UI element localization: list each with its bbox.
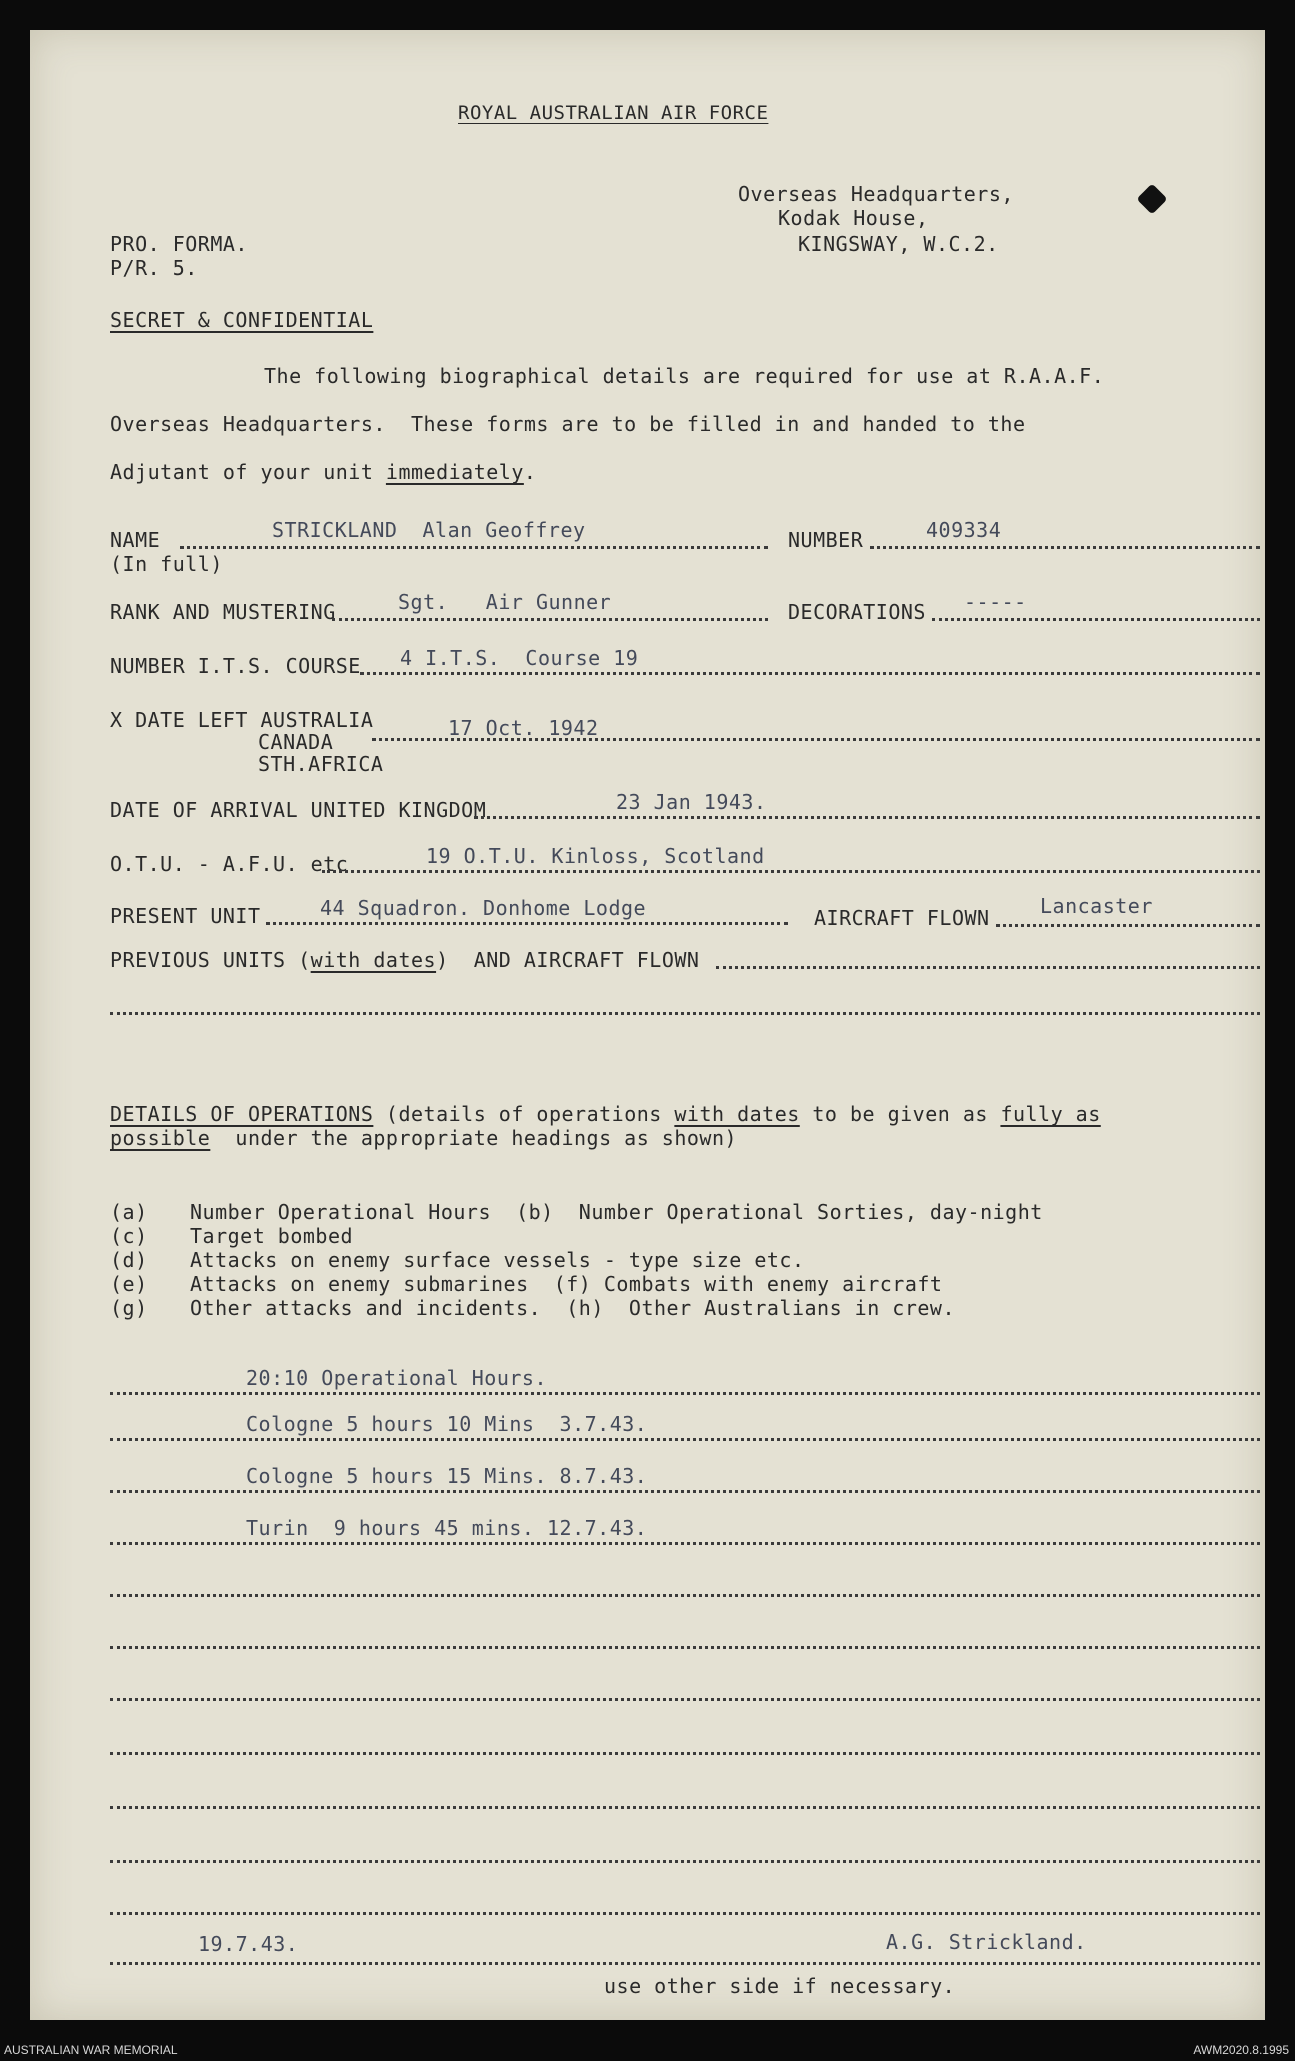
archive-credit: AUSTRALIAN WAR MEMORIAL bbox=[4, 2043, 178, 2057]
operations-dotted-line-12 bbox=[110, 1962, 1260, 1965]
arrival-value: 23 Jan 1943. bbox=[616, 790, 767, 814]
arrival-dotted-line bbox=[474, 816, 1260, 819]
aircraft-label: AIRCRAFT FLOWN bbox=[814, 906, 990, 930]
operation-entry-3: Cologne 5 hours 15 Mins. 8.7.43. bbox=[246, 1464, 648, 1488]
intro-line-2: Overseas Headquarters. These forms are to be filled in and handed to the bbox=[110, 412, 1026, 436]
address-line-2: Kodak House, bbox=[778, 206, 929, 230]
operations-dotted-line-9 bbox=[110, 1806, 1260, 1809]
pro-forma-label: PRO. FORMA. bbox=[110, 232, 248, 256]
aircraft-dotted-line bbox=[996, 924, 1260, 927]
classification-label: SECRET & CONFIDENTIAL bbox=[110, 308, 374, 332]
date-left-value: 17 Oct. 1942 bbox=[448, 716, 599, 740]
otu-value: 19 O.T.U. Kinloss, Scotland bbox=[426, 844, 765, 868]
present-unit-label: PRESENT UNIT bbox=[110, 904, 261, 928]
decorations-label: DECORATIONS bbox=[788, 600, 926, 624]
name-dotted-line bbox=[180, 546, 768, 549]
list-key-a: (a) bbox=[110, 1200, 148, 1224]
its-course-value: 4 I.T.S. Course 19 bbox=[400, 646, 639, 670]
its-dotted-line bbox=[360, 672, 1260, 675]
footnote: use other side if necessary. bbox=[604, 1974, 956, 1998]
operations-heading: DETAILS OF OPERATIONS (details of operations with dates to be given as fully as bbox=[110, 1102, 1101, 1126]
list-text-e: Attacks on enemy submarines (f) Combats with enemy aircraft bbox=[190, 1272, 943, 1296]
rank-label: RANK AND MUSTERING bbox=[110, 600, 336, 624]
pr-number: P/R. 5. bbox=[110, 256, 198, 280]
operations-dotted-line-8 bbox=[110, 1752, 1260, 1755]
list-text-g: Other attacks and incidents. (h) Other Australians in crew. bbox=[190, 1296, 956, 1320]
intro-line-1: The following biographical details are required for use at R.A.A.F. bbox=[264, 364, 1105, 388]
rank-value: Sgt. Air Gunner bbox=[398, 590, 612, 614]
signoff-date: 19.7.43. bbox=[198, 1932, 299, 1956]
number-dotted-line bbox=[870, 546, 1260, 549]
operations-heading-line-2: possible under the appropriate headings as shown) bbox=[110, 1126, 738, 1150]
document-page bbox=[30, 30, 1265, 2020]
list-key-c: (c) bbox=[110, 1224, 148, 1248]
aircraft-value: Lancaster bbox=[1040, 894, 1153, 918]
list-text-c: Target bombed bbox=[190, 1224, 354, 1248]
name-label: NAME bbox=[110, 528, 161, 552]
operations-dotted-line-10 bbox=[110, 1860, 1260, 1863]
list-key-e: (e) bbox=[110, 1272, 148, 1296]
archive-reference: AWM2020.8.1995 bbox=[1193, 2043, 1289, 2057]
address-line-3: KINGSWAY, W.C.2. bbox=[798, 232, 999, 256]
operation-entry-1: 20:10 Operational Hours. bbox=[246, 1366, 547, 1390]
otu-label: O.T.U. - A.F.U. etc bbox=[110, 852, 349, 876]
operations-dotted-line-5 bbox=[110, 1594, 1260, 1597]
otu-dotted-line bbox=[322, 870, 1260, 873]
decorations-value: ----- bbox=[964, 590, 1027, 614]
operations-dotted-line-2 bbox=[110, 1438, 1260, 1441]
operation-entry-2: Cologne 5 hours 10 Mins 3.7.43. bbox=[246, 1412, 648, 1436]
list-text-a: Number Operational Hours (b) Number Operational Sorties, day-night bbox=[190, 1200, 1043, 1224]
date-left-label: X DATE LEFT AUSTRALIA bbox=[110, 708, 374, 732]
rank-dotted-line bbox=[332, 618, 768, 621]
ink-blot bbox=[1136, 183, 1167, 214]
name-value: STRICKLAND Alan Geoffrey bbox=[272, 518, 586, 542]
list-key-g: (g) bbox=[110, 1296, 148, 1320]
arrival-label: DATE OF ARRIVAL UNITED KINGDOM bbox=[110, 798, 487, 822]
address-line-1: Overseas Headquarters, bbox=[738, 182, 1014, 206]
present-unit-dotted-line bbox=[266, 922, 788, 925]
document-title: ROYAL AUSTRALIAN AIR FORCE bbox=[458, 102, 769, 124]
operations-dotted-line-4 bbox=[110, 1542, 1260, 1545]
intro-line-3: Adjutant of your unit immediately. bbox=[110, 460, 537, 484]
list-text-d: Attacks on enemy surface vessels - type size etc. bbox=[190, 1248, 805, 1272]
name-sublabel: (In full) bbox=[110, 552, 223, 576]
date-left-sth-africa: STH.AFRICA bbox=[258, 752, 384, 776]
decorations-dotted-line bbox=[932, 618, 1260, 621]
date-left-canada: CANADA bbox=[258, 730, 334, 754]
previous-units-label: PREVIOUS UNITS (with dates) AND AIRCRAFT FLOWN bbox=[110, 948, 700, 972]
operations-dotted-line-6 bbox=[110, 1646, 1260, 1649]
number-value: 409334 bbox=[926, 518, 1002, 542]
number-label: NUMBER bbox=[788, 528, 864, 552]
signature: A.G. Strickland. bbox=[886, 1930, 1087, 1954]
operations-dotted-line-7 bbox=[110, 1698, 1260, 1701]
operations-dotted-line-3 bbox=[110, 1490, 1260, 1493]
previous-units-dotted-line bbox=[716, 966, 1260, 969]
operation-entry-4: Turin 9 hours 45 mins. 12.7.43. bbox=[246, 1516, 648, 1540]
operations-dotted-line-1 bbox=[110, 1392, 1260, 1395]
its-course-label: NUMBER I.T.S. COURSE bbox=[110, 654, 361, 678]
operations-dotted-line-11 bbox=[110, 1912, 1260, 1915]
previous-units-dotted-line-2 bbox=[110, 1012, 1260, 1015]
present-unit-value: 44 Squadron. Donhome Lodge bbox=[320, 896, 647, 920]
list-key-d: (d) bbox=[110, 1248, 148, 1272]
